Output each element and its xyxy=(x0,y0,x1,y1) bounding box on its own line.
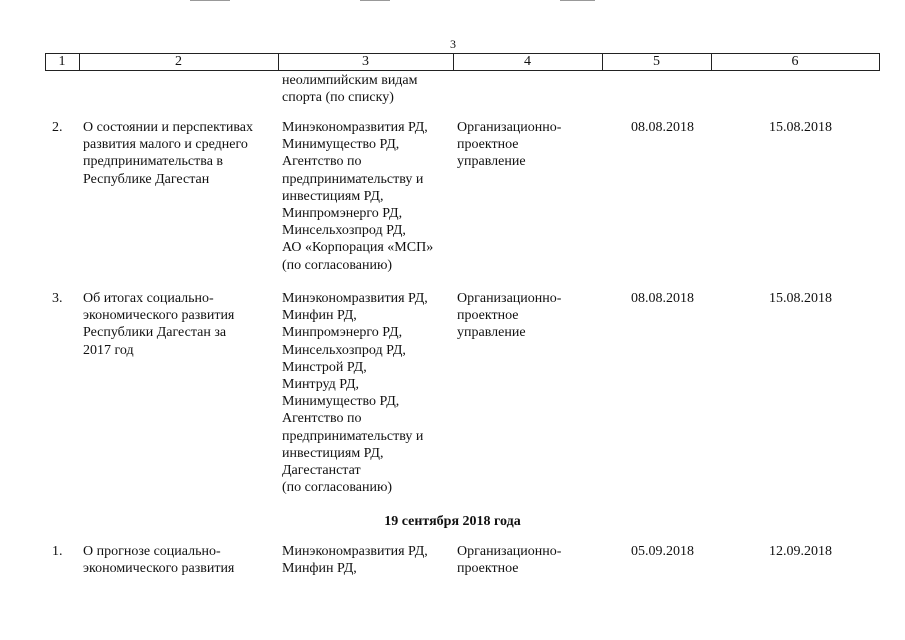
column-header-6: 6 xyxy=(791,54,799,69)
row-date-prepare: 08.08.2018 xyxy=(631,120,694,135)
row-number: 1. xyxy=(52,544,63,559)
row-topic: Об итогах социально- экономического развития Республики Дагестан за 2017 год xyxy=(83,291,235,358)
header-bottom-border xyxy=(45,70,880,71)
continuation-executors: неолимпийским видам спорта (по списку) xyxy=(282,73,418,106)
row-number: 2. xyxy=(52,120,63,135)
row-date-submit: 15.08.2018 xyxy=(769,291,832,306)
column-header-4: 4 xyxy=(524,54,531,69)
page-number: 3 xyxy=(450,37,456,51)
scan-mark xyxy=(560,0,595,1)
column-header-5: 5 xyxy=(653,54,660,69)
column-divider xyxy=(879,53,880,71)
row-executors: Минэкономразвития РД, Минфин РД, Минпромэнерго РД, Минсельхозпрод РД, Минстрой РД, Минтруд РД, Минимущество РД, Агентство по предпринимательству и инвестициям РД, Дагестанстат (по согласованию) xyxy=(282,291,428,496)
scan-mark xyxy=(190,0,230,1)
row-executors: Минэкономразвития РД, Минимущество РД, Агентство по предпринимательству и инвестициям РД, Минпромэнерго РД, Минсельхозпрод РД, АО «Корпорация «МСП» (по согласованию) xyxy=(282,120,434,273)
row-topic: О состоянии и перспективах развития малого и среднего предпринимательства в Республике Дагестан xyxy=(83,120,253,187)
row-date-submit: 15.08.2018 xyxy=(769,120,832,135)
row-date-prepare: 05.09.2018 xyxy=(631,544,694,559)
section-title: 19 сентября 2018 года xyxy=(384,514,521,529)
row-responsible: Организационно- проектное управление xyxy=(457,291,562,341)
row-number: 3. xyxy=(52,291,63,306)
scan-mark xyxy=(360,0,390,1)
row-responsible: Организационно- проектное xyxy=(457,544,562,577)
row-responsible: Организационно- проектное управление xyxy=(457,120,562,170)
column-header-3: 3 xyxy=(362,54,369,69)
row-topic: О прогнозе социально- экономического развития xyxy=(83,544,235,577)
row-executors: Минэкономразвития РД, Минфин РД, xyxy=(282,544,428,577)
column-header-2: 2 xyxy=(175,54,182,69)
row-date-submit: 12.09.2018 xyxy=(769,544,832,559)
column-header-1: 1 xyxy=(58,54,66,69)
row-date-prepare: 08.08.2018 xyxy=(631,291,694,306)
